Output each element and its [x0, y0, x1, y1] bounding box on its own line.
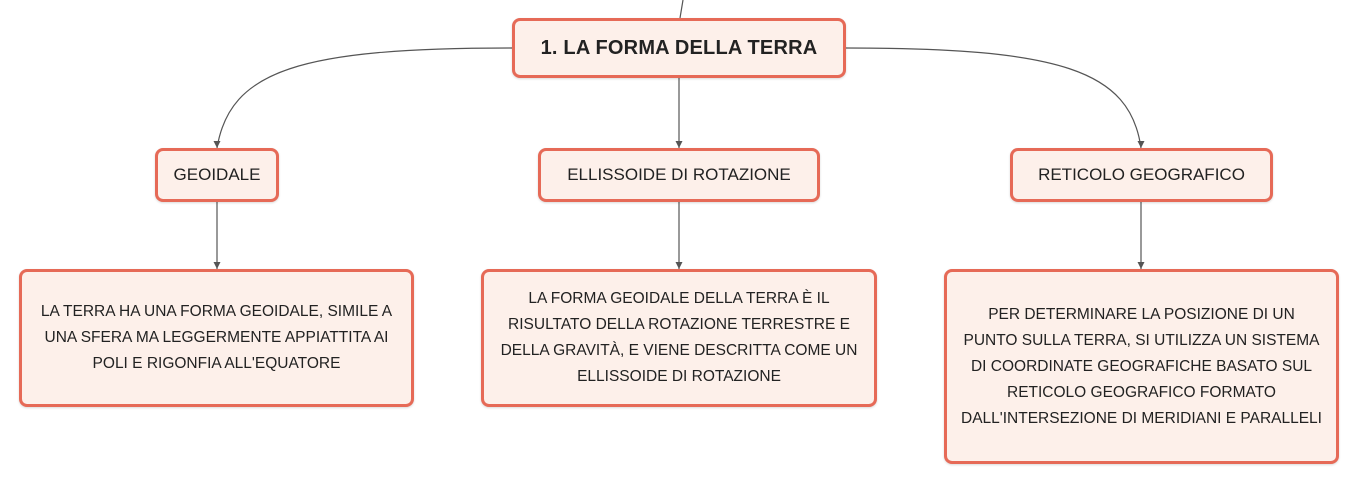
branch-node-reticolo[interactable] [1010, 148, 1273, 202]
description-node-reticolo[interactable] [944, 269, 1339, 464]
connector-root-to-reticolo [846, 48, 1141, 148]
branch-node-geoidale[interactable] [155, 148, 279, 202]
arrowhead-reticolo [1138, 141, 1145, 148]
arrowhead-geoidale [214, 141, 221, 148]
description-text: LA TERRA HA UNA FORMA GEOIDALE, SIMILE A UNA SFERA MA LEGGERMENTE APPIATTITA AI POLI E RIGONFIA ALL'EQUATORE [40, 303, 393, 372]
arrowhead-ellissoide-desc [676, 262, 683, 269]
branch-node-label: RETICOLO GEOGRAFICO [1038, 165, 1245, 184]
description-text: PER DETERMINARE LA POSIZIONE DI UN PUNTO SULLA TERRA, SI UTILIZZA UN SISTEMA DI COORDINATE GEOGRAFICHE BASATO SUL RETICOLO GEOGRAFICO FORMATO DALL'INTERSEZIONE DI MERIDIANI E PARALLELI [961, 305, 1322, 427]
arrowhead-reticolo-desc [1138, 262, 1145, 269]
branch-node-label: ELLISSOIDE DI ROTAZIONE [567, 165, 791, 184]
connector-parent-to-root [680, 0, 683, 18]
arrowhead-geoidale-desc [214, 262, 221, 269]
branch-node-ellissoide[interactable] [538, 148, 820, 202]
root-node-label: 1. LA FORMA DELLA TERRA [540, 36, 818, 59]
root-node[interactable] [512, 18, 846, 78]
description-text: LA FORMA GEOIDALE DELLA TERRA È IL RISULTATO DELLA ROTAZIONE TERRESTRE E DELLA GRAVITÀ, E VIENE DESCRITTA COME UN ELLISSOIDE DI ROTAZIONE [500, 290, 858, 385]
connector-root-to-geoidale [217, 48, 512, 148]
description-node-geoidale[interactable] [19, 269, 414, 407]
description-node-ellissoide[interactable] [481, 269, 877, 407]
arrowhead-ellissoide [676, 141, 683, 148]
branch-node-label: GEOIDALE [173, 165, 261, 184]
